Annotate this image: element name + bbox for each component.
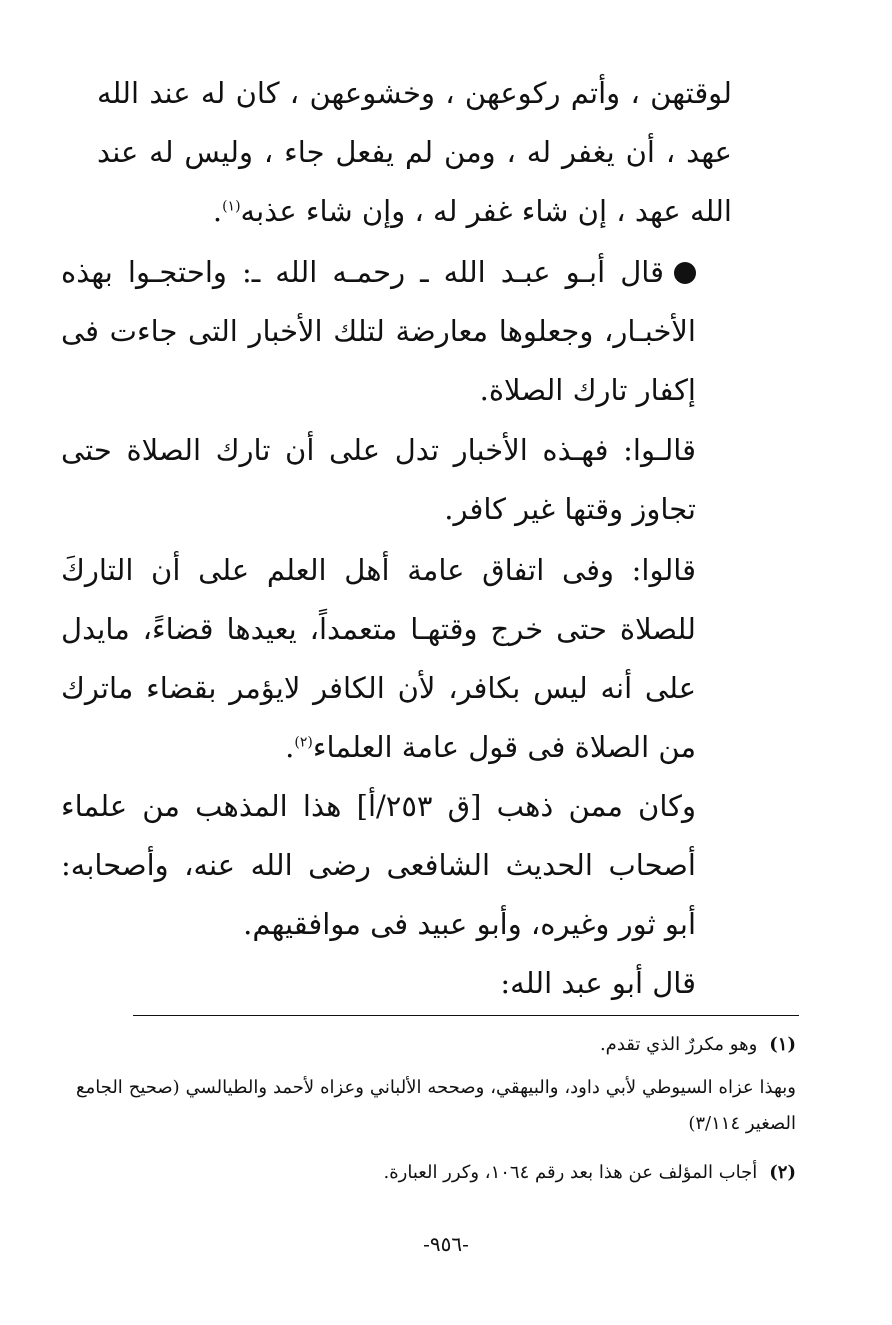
footnote-ref-1: (١) xyxy=(222,198,241,215)
bullet-icon xyxy=(674,262,696,284)
paragraph-6: قال أبو عبد الله: xyxy=(500,966,696,1000)
page-number: -٩٥٦- xyxy=(423,1232,469,1256)
footnote-1-line1: وهو مكررٌ الذي تقدم. xyxy=(599,1034,758,1055)
footnote-2-number: (٢) xyxy=(769,1162,796,1183)
paragraph-1 xyxy=(97,64,732,241)
footnote-ref-2: (٢) xyxy=(294,734,313,751)
paragraph-4-text: قالوا: وفى اتفاق عامة أهل العلم على أن التاركَ للصلاة حتى خرج وقتهـا متعمداً، يعيدها قضاءً، مايدل على أنه ليس بكافر، لأن الكافر لايؤمر بقضاء ماترك من الصلاة فى قول عامة العلماء xyxy=(61,553,696,764)
paragraph-3: قالـوا: فهـذه الأخبار تدل على أن تارك الصلاة حتى تجاوز وقتها غير كافر. xyxy=(61,433,696,526)
paragraph-4 xyxy=(61,541,732,777)
footnote-1-number: (١) xyxy=(769,1034,796,1055)
footnote-2 xyxy=(86,1155,796,1191)
paragraph-1-end: . xyxy=(212,194,223,228)
paragraph-4-end: . xyxy=(285,730,295,764)
paragraph-5: وكان ممن ذهب [ق ٢٥٣/أ] هذا المذهب من علماء أصحاب الحديث الشافعى رضى الله عنه، وأصحابه: أبو ثور وغيره، وأبو عبيد فى موافقيهم. xyxy=(61,789,696,941)
footnote-1 xyxy=(86,1027,796,1063)
footnote-2-text: أجاب المؤلف عن هذا بعد رقم ١٠٦٤، وكرر العبارة. xyxy=(383,1162,758,1183)
paragraph-2-text: قال أبـو عبـد الله ـ رحمـه الله ـ: واحتجـوا بهذه الأخبـار، وجعلوها معارضة لتلك الأخبار التى جاءت فى إكفار تارك الصلاة. xyxy=(61,255,696,407)
footnote-divider xyxy=(133,1015,799,1016)
paragraph-2 xyxy=(61,243,732,420)
footnote-1-continuation: وبهذا عزاه السيوطي لأبي داود، والبيهقي، وصححه الألباني وعزاه لأحمد والطيالسي (صحيح الجامع الصغير ٣/١١٤) xyxy=(76,1077,796,1134)
paragraph-1-text: لوقتهن ، وأتم ركوعهن ، وخشوعهن ، كان له عند الله عهد ، أن يغفر له ، ومن لم يفعل جاء ، وليس له عند الله عهد ، إن شاء غفر له ، وإن شاء عذبه xyxy=(97,76,732,228)
